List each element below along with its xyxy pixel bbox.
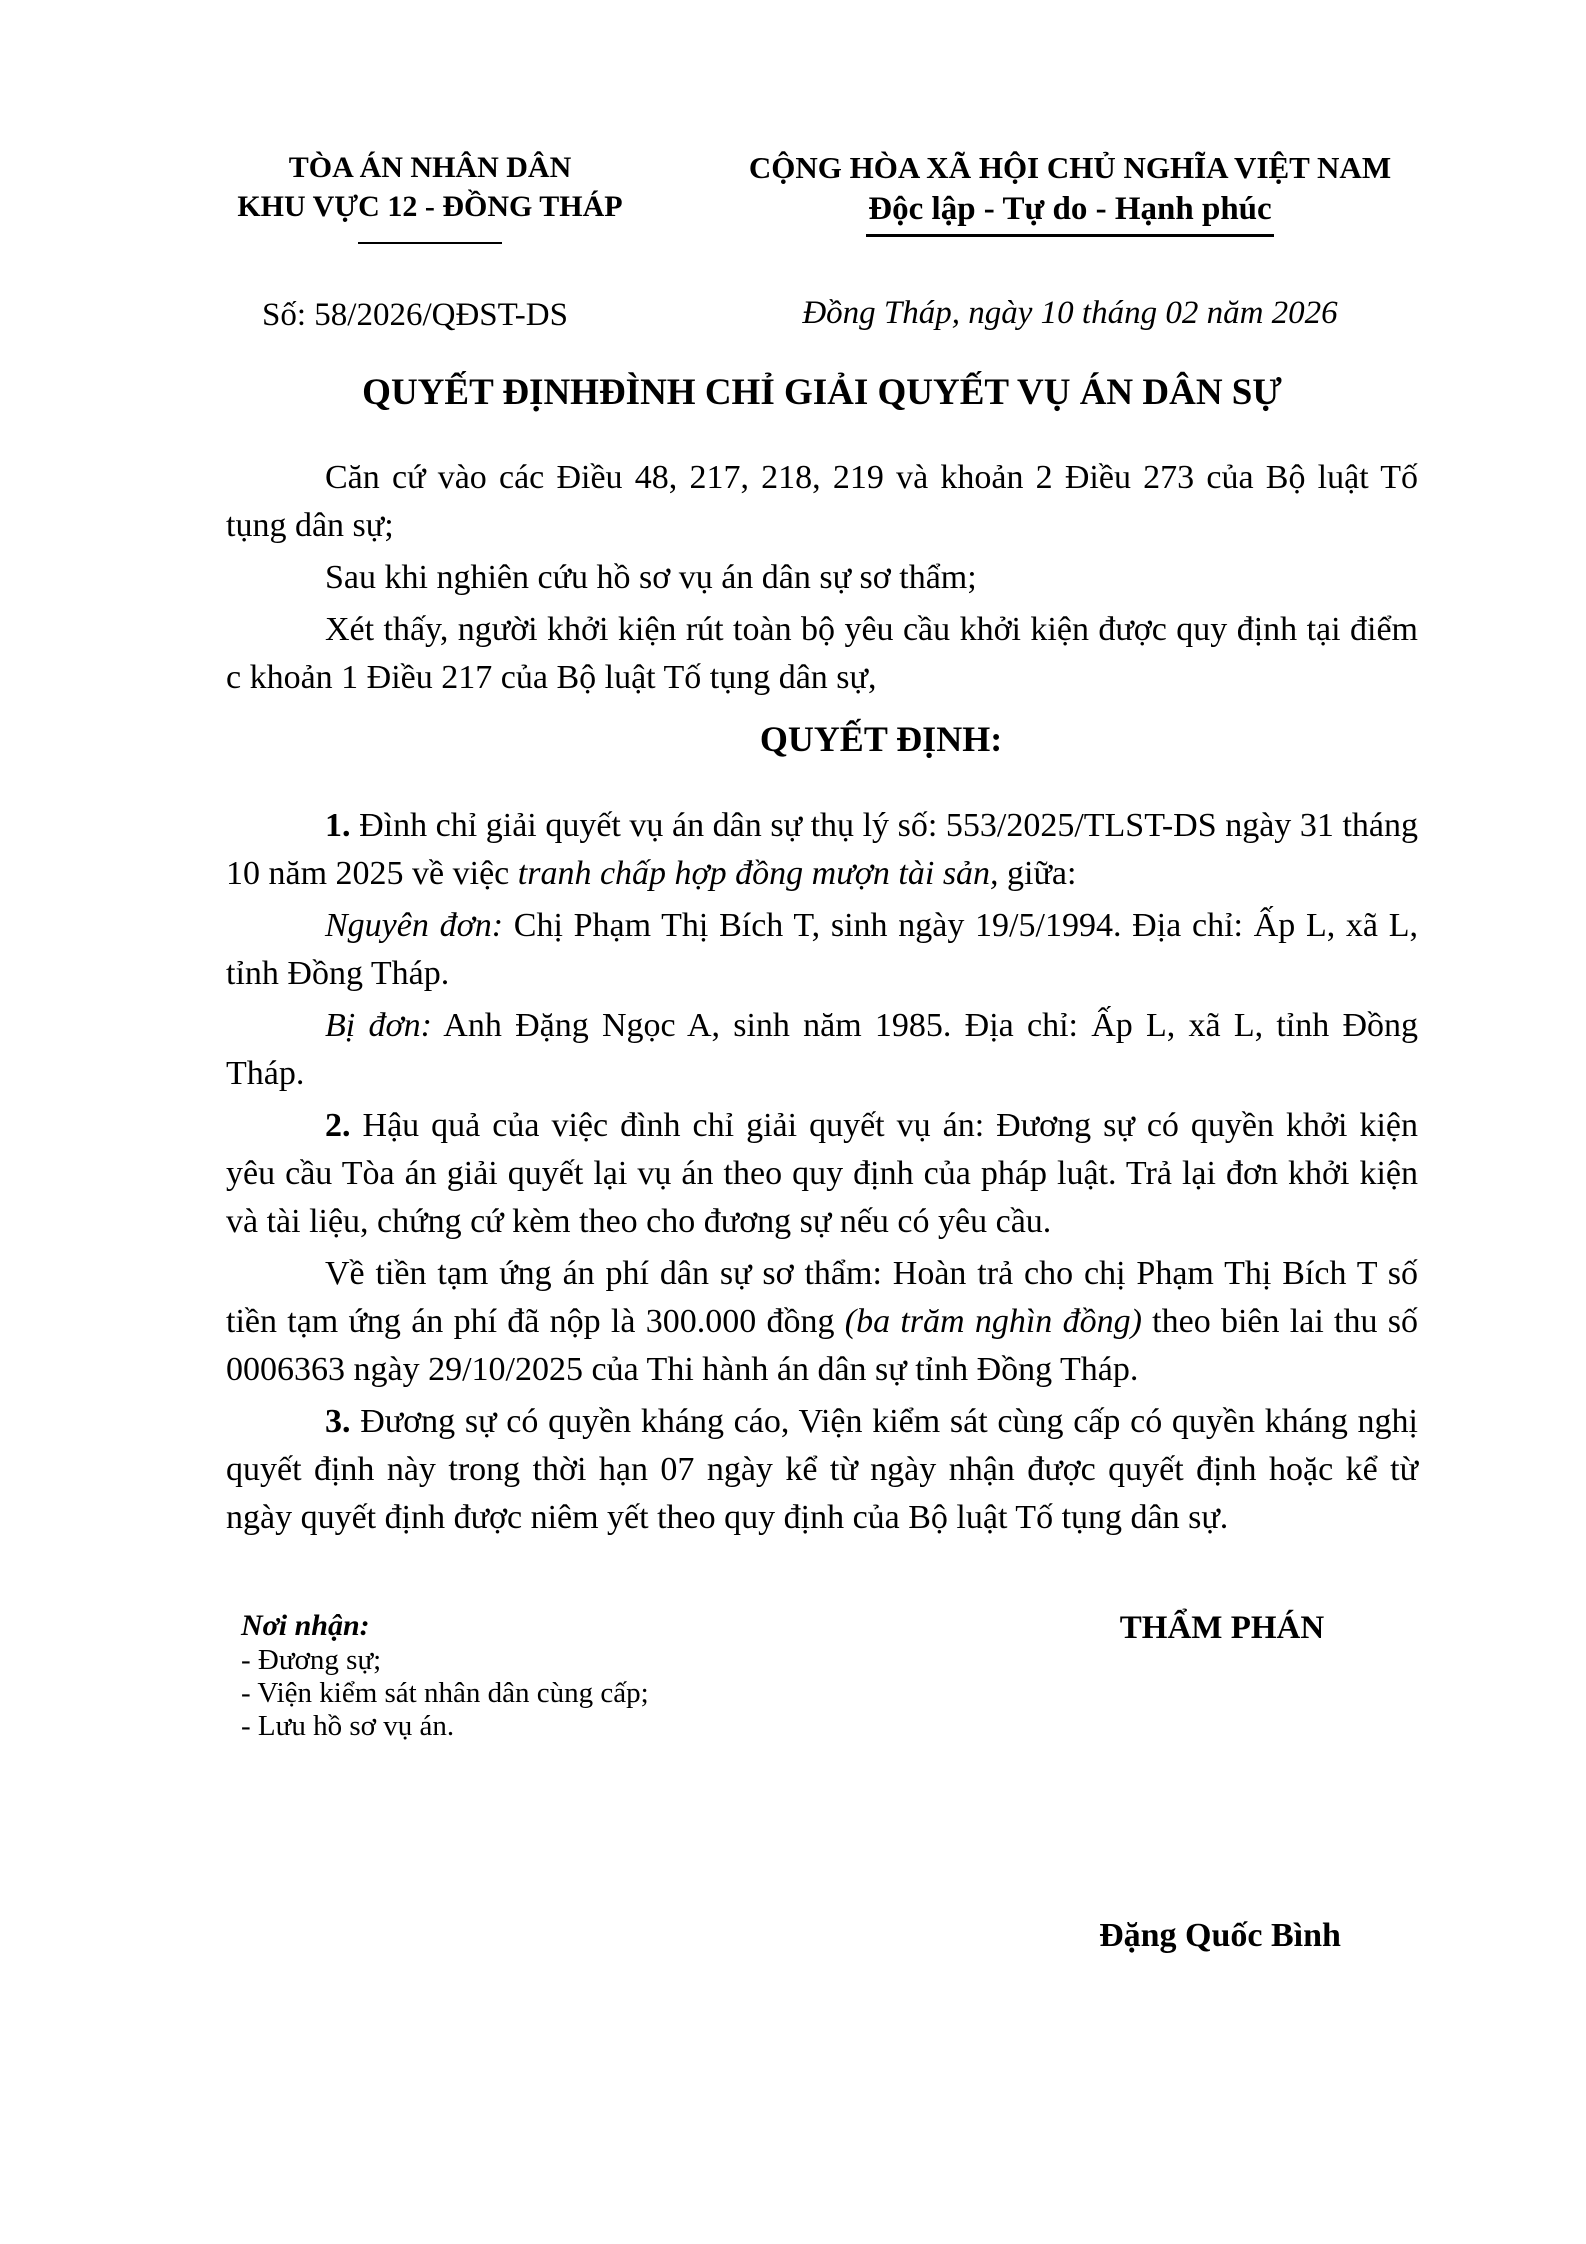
- court-name-line2: KHU VỰC 12 - ĐỒNG THÁP: [237, 190, 623, 223]
- national-title: CỘNG HÒA XÃ HỘI CHỦ NGHĨA VIỆT NAM: [748, 150, 1392, 185]
- decision-item-1: [226, 802, 1418, 898]
- defendant-details: Anh Đặng Ngọc A, sinh năm 1985. Địa chỉ: Ấp L, xã L, tỉnh Đồng Tháp.: [226, 1007, 1418, 1092]
- fee-text: Về tiền tạm ứng án phí dân sự sơ thẩm: Hoàn trả cho chị Phạm Thị Bích T số tiền tạm ứng án phí đã nộp là 300.000 đồng: [226, 1255, 1418, 1340]
- plaintiff-details: Chị Phạm Thị Bích T, sinh ngày 19/5/1994. Địa chỉ: Ấp L, xã L, tỉnh Đồng Tháp.: [226, 907, 1418, 992]
- national-motto: Độc lập - Tự do - Hạnh phúc: [866, 189, 1273, 237]
- item-3-text: Đương sự có quyền kháng cáo, Viện kiểm sát cùng cấp có quyền kháng nghị quyết định này trong thời hạn 07 ngày kể từ ngày nhận được quyết định hoặc kể từ ngày quyết định được niêm yết theo quy định của Bộ luật Tố tụng dân sự.: [226, 1403, 1418, 1536]
- case-review-paragraph: Sau khi nghiên cứu hồ sơ vụ án dân sự sơ thẩm;: [325, 559, 977, 596]
- document-number: Số: 58/2026/QĐST-DS: [262, 297, 568, 333]
- decision-section-heading: QUYẾT ĐỊNH:: [759, 719, 1003, 759]
- item-1-number: 1.: [325, 807, 351, 844]
- national-header-block: [709, 148, 1431, 237]
- item-1-text-end: giữa:: [998, 855, 1077, 892]
- recipients-label: Nơi nhận:: [241, 1609, 370, 1642]
- case-subject-italic: tranh chấp hợp đồng mượn tài sản,: [517, 855, 999, 892]
- item-1-text: Đình chỉ giải quyết vụ án dân sự thụ lý số: 553/2025/TLST-DS ngày 31 tháng 10 năm 2025 về việc: [226, 807, 1418, 892]
- date-line: Đồng Tháp, ngày 10 tháng 02 năm 2026: [802, 295, 1338, 331]
- judge-name: Đặng Quốc Bình: [1099, 1917, 1341, 1954]
- decision-item-2: [226, 1102, 1418, 1246]
- national-motto-row: [709, 188, 1431, 237]
- fee-amount-words-italic: (ba trăm nghìn đồng): [844, 1303, 1142, 1340]
- fee-text-end: theo biên lai thu số 0006363 ngày 29/10/2025 của Thi hành án dân sự tỉnh Đồng Tháp.: [226, 1303, 1418, 1388]
- item-2-number: 2.: [325, 1107, 351, 1144]
- recipients-block: [241, 1607, 649, 1743]
- item-3-number: 3.: [325, 1403, 351, 1440]
- court-rule-divider: [358, 242, 502, 244]
- plaintiff-paragraph: [226, 902, 1418, 998]
- fee-refund-paragraph: [226, 1250, 1418, 1394]
- decision-item-3: [226, 1398, 1418, 1542]
- document-title: QUYẾT ĐỊNHĐÌNH CHỈ GIẢI QUYẾT VỤ ÁN DÂN SỰ: [362, 372, 1282, 413]
- recipient-item-case-file: - Lưu hồ sơ vụ án.: [241, 1710, 455, 1742]
- plaintiff-label: Nguyên đơn:: [325, 907, 504, 944]
- defendant-paragraph: [226, 1002, 1418, 1098]
- document-body: [226, 454, 1418, 1546]
- recipient-item-parties: - Đương sự;: [241, 1644, 382, 1676]
- court-name-line1: TÒA ÁN NHÂN DÂN: [288, 151, 572, 184]
- item-2-text: Hậu quả của việc đình chỉ giải quyết vụ án: Đương sự có quyền khởi kiện yêu cầu Tòa án giải quyết lại vụ án theo quy định của pháp luật. Trả lại đơn khởi kiện và tài liệu, chứng cứ kèm theo cho đương sự nếu có yêu cầu.: [226, 1107, 1418, 1240]
- judge-title: THẨM PHÁN: [1119, 1610, 1325, 1646]
- recipient-item-procuracy: - Viện kiểm sát nhân dân cùng cấp;: [241, 1677, 649, 1709]
- finding-paragraph: Xét thấy, người khởi kiện rút toàn bộ yêu cầu khởi kiện được quy định tại điểm c khoản 1 Điều 217 của Bộ luật Tố tụng dân sự,: [226, 611, 1418, 696]
- defendant-label: Bị đơn:: [325, 1007, 432, 1044]
- court-name-block: [205, 148, 655, 244]
- legal-basis-paragraph: Căn cứ vào các Điều 48, 217, 218, 219 và khoản 2 Điều 273 của Bộ luật Tố tụng dân sự;: [226, 459, 1418, 544]
